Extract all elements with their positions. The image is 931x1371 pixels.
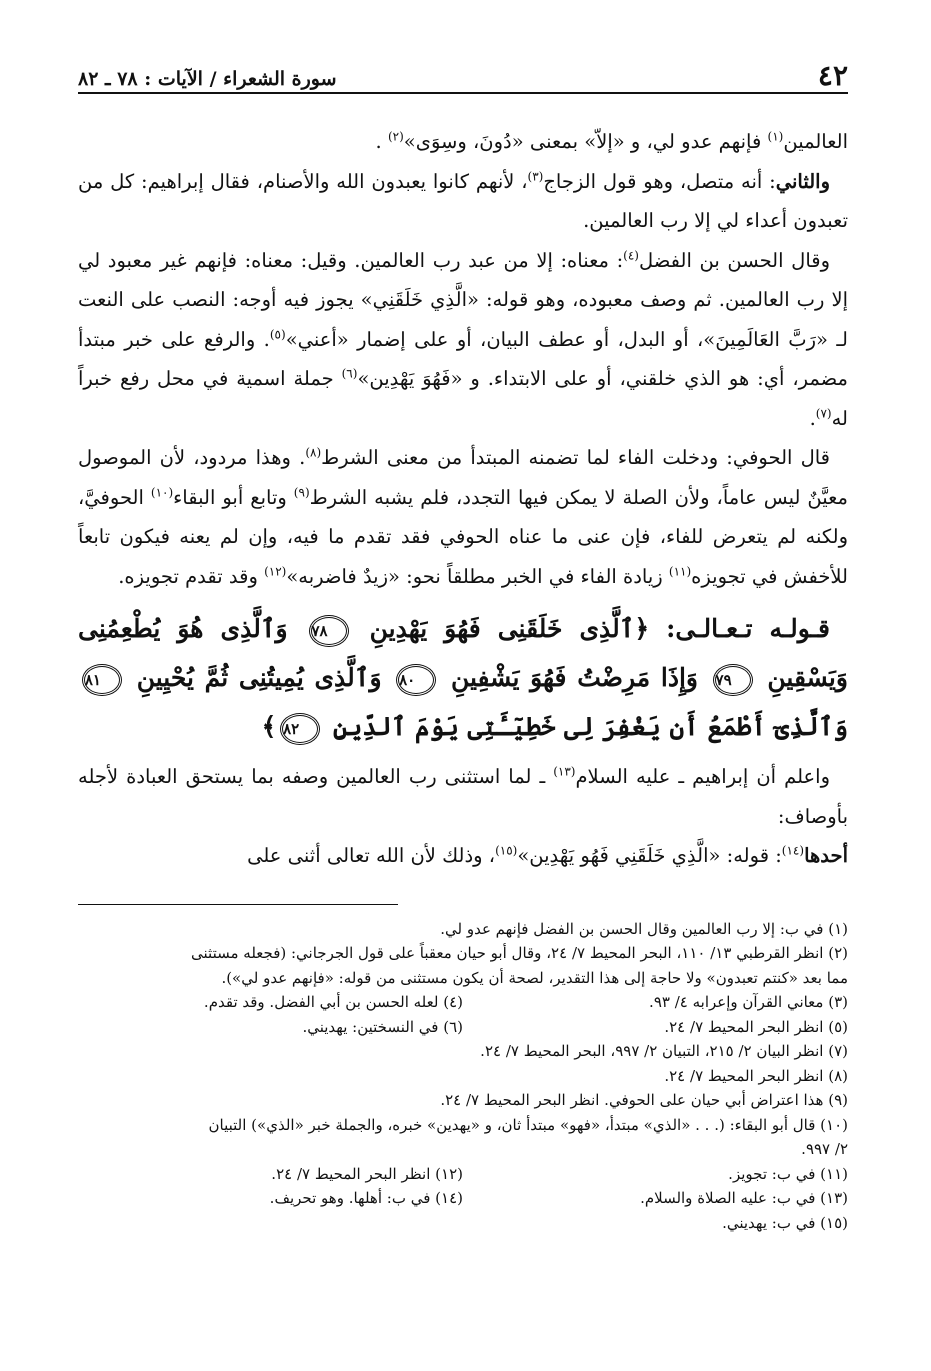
footnote: (٨) انظر البحر المحيط ٧/ ٢٤. bbox=[664, 1066, 848, 1085]
footnote: (١١) في ب: تجويز. bbox=[728, 1164, 848, 1183]
text-run: فإنهم عدو لي، و «إلاّ» بمعنى «دُونَ، وسِوَى» bbox=[403, 130, 768, 153]
footnote-ref: (١) bbox=[767, 129, 784, 144]
text-run: . bbox=[809, 406, 816, 430]
footnote-ref: (٣) bbox=[527, 169, 544, 183]
footnote-continuation: ٢/ ٩٩٧. bbox=[801, 1140, 848, 1158]
text-run: : قوله: «الَّذِي خَلَقَنِي فَهُو يَهْدِين» bbox=[517, 844, 782, 867]
footnote-pair bbox=[78, 1015, 848, 1040]
footnote-ref: (١٥) bbox=[495, 843, 518, 858]
running-title: سورة الشعراء / الآيات : ٧٨ ـ ٨٢ bbox=[78, 68, 337, 90]
verse-text: وَٱلَّذِىٓ أَطْمَعُ أَن يَغْفِرَ لِى خَطِيٓـَٔتِى يَوْمَ ٱلدِّينِ bbox=[332, 712, 848, 741]
footnotes bbox=[78, 917, 848, 1236]
main-text bbox=[78, 122, 848, 876]
footnote: (٥) انظر البحر المحيط ٧/ ٢٤. bbox=[664, 1017, 848, 1036]
verse-intro: قـولـه تـعـالـى: ﴿ bbox=[634, 614, 830, 643]
footnote-separator-wrap bbox=[78, 876, 848, 917]
paragraph-5 bbox=[78, 757, 848, 836]
text-run: : أنه متصل، وهو قول الزجاج bbox=[543, 169, 776, 193]
text-run: واعلم أن إبراهيم ـ عليه السلام bbox=[575, 765, 830, 788]
page-number: ٤٢ bbox=[817, 59, 848, 92]
ayah-number-marker: ٧٨ bbox=[309, 615, 349, 647]
footnote-ref: (١١) bbox=[668, 564, 692, 578]
text-run: . والرفع على خبر مبتدأ مضمر، أي: هو الذي خلقني، أو على الابتداء. و «فَهُوَ يَهْدِين» bbox=[78, 327, 848, 390]
text-run: ، وذلك لأن الله تعالى أثنى على bbox=[247, 844, 496, 867]
footnote-ref: (٥) bbox=[269, 327, 286, 341]
ayah-number-marker: ٨٠ bbox=[396, 664, 436, 696]
text-run: زيادة الفاء في الخبر مطلقاً نحو: «زيدٌ فاضربه» bbox=[286, 564, 669, 588]
text-run: ، لأنهم كانوا يعبدون الله والأصنام، فقال إبراهيم: كل من تعبدون أعداء لي إلا رب العالمين. bbox=[78, 169, 848, 232]
footnote: (١٣) في ب: عليه الصلاة والسلام. bbox=[640, 1189, 848, 1207]
paragraph-1 bbox=[78, 122, 848, 162]
footnote-ref: (٧) bbox=[815, 406, 832, 420]
footnote: (٤) لعله الحسن بن أبي الفضل. وقد تقدم. bbox=[203, 993, 463, 1011]
footnote: (٦) في النسختين: يهديني. bbox=[302, 1017, 463, 1036]
footnote-ref: (٦) bbox=[341, 366, 358, 381]
text-run: وقال الحسن بن الفضل bbox=[638, 248, 830, 272]
verse-text: وَٱلَّذِى هُوَ يُطْعِمُنِى وَيَسْقِينِ bbox=[78, 614, 848, 692]
text-run: وتابع أبو البقاء bbox=[173, 485, 294, 509]
footnote: (٣) معاني القرآن وإعرابه ٤/ ٩٣. bbox=[649, 993, 848, 1011]
footnote: (١) في ب: إلا رب العالمين وقال الحسن بن الفضل فإنهم عدو لي. bbox=[440, 919, 848, 938]
text-run: : معناه: إلا من عبد رب العالمين. وقيل: معناه: فإنهم غير معبود لي إلا رب العالمين. ثم وصف معبوده، وهو قوله: «الَّذِي خَلَقَنِي» يجوز فيه أوجه: النصب على النعت لـ «رَبَّ العَالَمِينَ»، أو البدل، أو عطف البيان، أو على إضمار «أعني» bbox=[78, 248, 848, 351]
footnote-ref: (١٣) bbox=[553, 764, 576, 779]
footnote: (٢) انظر القرطبي ١٣/ ١١٠، البحر المحيط ٧/ ٢٤، وقال أبو حيان معقباً على قول الجرجاني: (فجعله مستثنى bbox=[191, 944, 848, 962]
verse-text: ٱلَّذِى خَلَقَنِى فَهُوَ يَهْدِينِ bbox=[369, 614, 635, 643]
footnote: (١٥) في ب: يهديني. bbox=[722, 1213, 848, 1232]
footnote-ref: (٢) bbox=[387, 129, 404, 144]
verse-text: وَٱلَّذِى يُمِيتُنِى ثُمَّ يُحْيِينِ bbox=[136, 663, 382, 692]
footnote: (٧) انظر البيان ٢/ ٢١٥، التبيان ٢/ ٩٩٧، البحر المحيط ٧/ ٢٤. bbox=[480, 1042, 848, 1060]
paragraph-3 bbox=[78, 241, 848, 439]
section-lead: أحدها bbox=[804, 844, 848, 867]
footnote-ref: (١٤) bbox=[781, 843, 805, 858]
footnote-ref: (١٠) bbox=[150, 485, 174, 499]
footnote-ref: (٨) bbox=[305, 445, 322, 460]
ayah-number-marker: ٧٩ bbox=[713, 664, 753, 696]
paragraph-4 bbox=[78, 438, 848, 596]
quran-verses bbox=[78, 604, 848, 751]
text-run: . bbox=[375, 130, 388, 153]
page-header bbox=[78, 50, 848, 94]
footnote-separator bbox=[78, 904, 398, 905]
text-run: قال الحوفي: ودخلت الفاء لما تضمنه المبتدأ من معنى الشرط bbox=[321, 446, 830, 469]
text-run: وقد تقدم تجويزه. bbox=[118, 564, 265, 588]
footnote: (٩) هذا اعتراض أبي حيان على الحوفي. انظر البحر المحيط ٧/ ٢٤. bbox=[440, 1091, 848, 1109]
footnote-continuation: مما بعد «كنتم تعبدون» ولا حاجة إلى هذا التقدير، لصحة أن يكون مستثنى من قوله: «فإنهم عدو لي»). bbox=[221, 968, 848, 987]
footnote-pair bbox=[78, 1186, 848, 1211]
ayah-number-marker: ٨٢ bbox=[280, 713, 320, 745]
text-run: جملة اسمية في محل رفع خبراً له bbox=[78, 367, 848, 430]
footnote-ref: (٤) bbox=[623, 248, 639, 262]
footnote-pair bbox=[78, 1162, 848, 1187]
text-run: الحوفيَّ، ولكنه لم يتعرض للفاء، فإن عنى ما عناه الحوفي فقد تقدم ما فيه، وإن لم يعنه فيكون تابعاً للأخفش في تجويزه bbox=[78, 485, 848, 588]
footnote: (١٠) قال أبو البقاء: (. . . «الذي» مبتدأ، «فهو» مبتدأ ثان، و «يهدين» خبره، والجملة خبر «الذي») التبيان bbox=[208, 1115, 848, 1134]
text-run: العالمين bbox=[783, 130, 848, 153]
footnote-ref: (٩) bbox=[293, 485, 310, 499]
verse-close: ﴾ bbox=[261, 712, 277, 741]
text-run: . وهذا مردود، لأن الموصول معيَّنٌ ليس عاماً، ولأن الصلة لا يمكن فيها التجدد، فلم يشبه الشرط bbox=[78, 446, 848, 509]
paragraph-6 bbox=[78, 836, 848, 876]
book-page bbox=[78, 50, 848, 1235]
ayah-number-marker: ٨١ bbox=[82, 664, 122, 696]
footnote: (١٤) في ب: أهلها. وهو تحريف. bbox=[269, 1189, 463, 1207]
footnote-ref: (١٢) bbox=[264, 564, 287, 578]
verse-text: وَإِذَا مَرِضْتُ فَهُوَ يَشْفِينِ bbox=[450, 663, 698, 692]
footnote: (١٢) انظر البحر المحيط ٧/ ٢٤. bbox=[271, 1164, 463, 1183]
paragraph-2 bbox=[78, 162, 848, 241]
footnote-pair bbox=[78, 990, 848, 1015]
text-run: ـ لما استثنى رب العالمين وصفه بما يستحق العبادة لأجله بأوصاف: bbox=[78, 765, 848, 828]
section-lead: والثاني bbox=[775, 169, 831, 193]
